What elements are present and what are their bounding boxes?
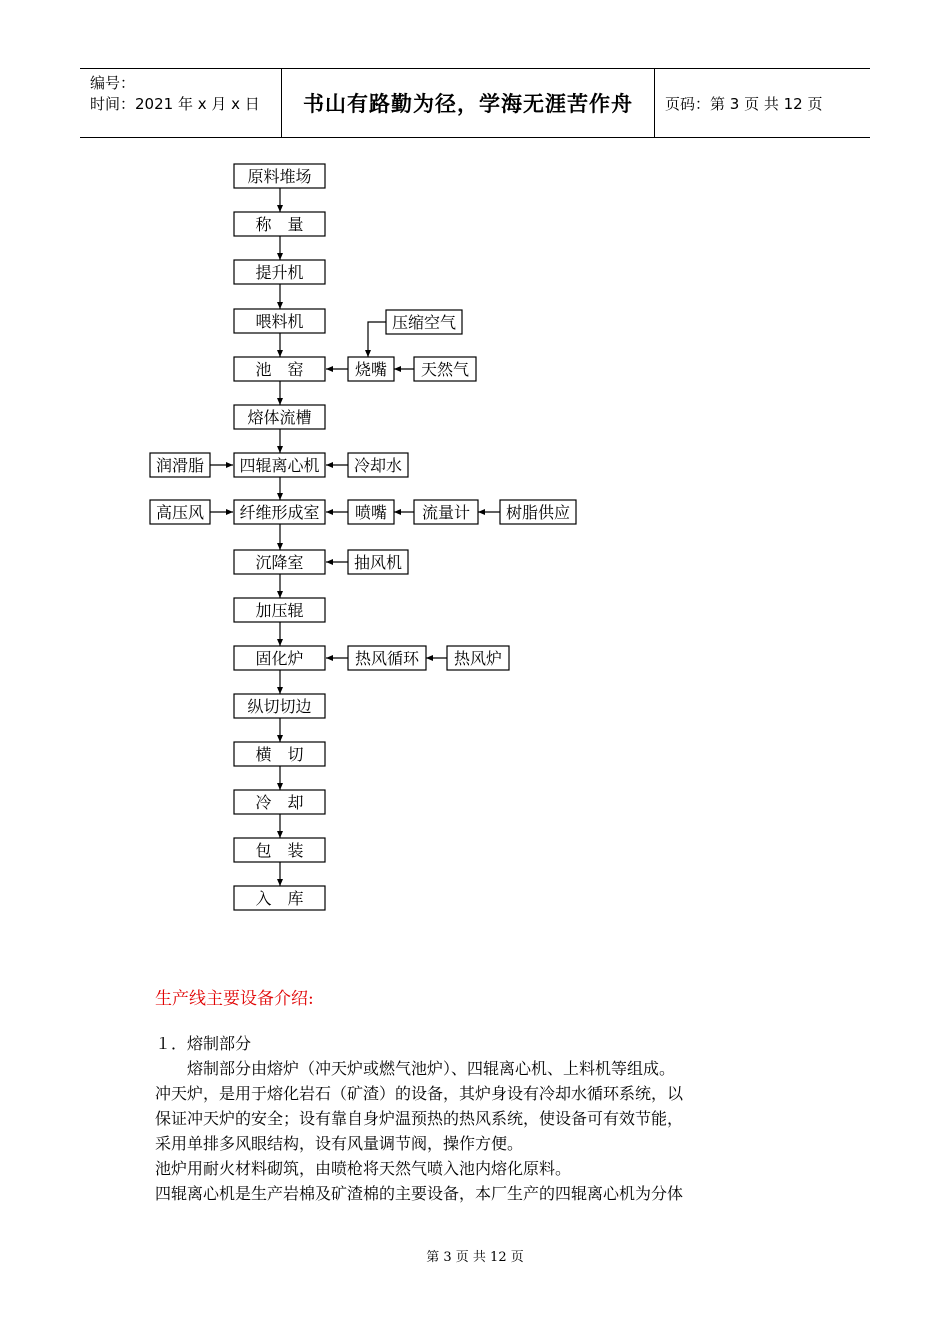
flow-step-elevator bbox=[234, 260, 325, 284]
flow-step-cross-cutting bbox=[234, 742, 325, 766]
paragraph-line: 熔制部分由熔炉（冲天炉或燃气池炉）、四辊离心机、上料机等组成。 bbox=[155, 1059, 676, 1078]
paragraph-line: 保证冲天炉的安全；设有靠自身炉温预热的热风系统，使设备可有效节能， bbox=[155, 1109, 684, 1128]
item-heading: １．熔制部分 bbox=[155, 1034, 252, 1053]
svg-text:树脂供应: 树脂供应 bbox=[505, 503, 571, 522]
svg-text:提升机: 提升机 bbox=[255, 263, 304, 282]
svg-text:流量计: 流量计 bbox=[421, 503, 471, 522]
flow-side-hot-air-cycle bbox=[348, 646, 426, 670]
svg-text:入 库: 入 库 bbox=[255, 889, 304, 908]
header-page-info: 页码：第 3 页 共 12 页 bbox=[665, 94, 823, 113]
svg-text:池 窑: 池 窑 bbox=[255, 360, 304, 379]
header-motto: 书山有路勤为径，学海无涯苦作舟 bbox=[281, 69, 655, 137]
flow-side-nozzle bbox=[348, 500, 394, 524]
flow-side-natural-gas bbox=[414, 357, 476, 381]
svg-text:喷嘴: 喷嘴 bbox=[354, 503, 388, 522]
svg-text:抽风机: 抽风机 bbox=[353, 553, 403, 572]
svg-text:冷 却: 冷 却 bbox=[255, 793, 304, 812]
svg-text:天然气: 天然气 bbox=[420, 360, 470, 379]
flow-step-slitting-trimming bbox=[234, 694, 325, 718]
flow-side-compressed-air bbox=[386, 310, 462, 334]
paragraph-line: 冲天炉，是用于熔化岩石（矿渣）的设备，其炉身设有冷却水循环系统，以 bbox=[155, 1084, 684, 1103]
svg-text:喂料机: 喂料机 bbox=[255, 312, 304, 331]
flow-step-pressure-roller bbox=[234, 598, 325, 622]
flow-step-melt-trough bbox=[234, 405, 325, 429]
svg-text:烧嘴: 烧嘴 bbox=[354, 360, 388, 379]
flow-side-high-pressure-air bbox=[150, 500, 210, 524]
flow-side-lubricant bbox=[150, 453, 210, 477]
svg-text:横 切: 横 切 bbox=[255, 745, 304, 764]
svg-text:润滑脂: 润滑脂 bbox=[155, 456, 205, 475]
flow-side-hot-air-furnace bbox=[447, 646, 509, 670]
flow-step-weighing bbox=[234, 212, 325, 236]
flow-side-cooling-water bbox=[348, 453, 408, 477]
page-footer: 第 3 页 共 12 页 bbox=[426, 1250, 524, 1265]
paragraph-line: 池炉用耐火材料砌筑，由喷枪将天然气喷入池内熔化原料。 bbox=[155, 1159, 572, 1178]
flow-step-four-roll-spinner bbox=[234, 453, 325, 477]
flow-side-exhaust-fan bbox=[348, 550, 408, 574]
flow-step-cooling bbox=[234, 790, 325, 814]
flow-step-raw-material-yard bbox=[234, 164, 325, 188]
svg-text:冷却水: 冷却水 bbox=[353, 456, 403, 475]
flow-side-flowmeter bbox=[414, 500, 478, 524]
svg-text:高压风: 高压风 bbox=[155, 503, 205, 522]
svg-text:压缩空气: 压缩空气 bbox=[391, 313, 457, 332]
document-number-label: 编号： bbox=[90, 74, 136, 92]
flow-step-warehousing bbox=[234, 886, 325, 910]
svg-text:加压辊: 加压辊 bbox=[255, 601, 304, 620]
svg-text:热风循环: 热风循环 bbox=[354, 649, 420, 668]
svg-text:熔体流槽: 熔体流槽 bbox=[247, 408, 312, 427]
paragraph-line: 采用单排多风眼结构，设有风量调节阀，操作方便。 bbox=[155, 1134, 524, 1153]
flow-step-packaging bbox=[234, 838, 325, 862]
svg-text:纤维形成室: 纤维形成室 bbox=[239, 503, 320, 522]
flow-side-resin-supply bbox=[500, 500, 576, 524]
flow-step-fiber-forming-chamber bbox=[234, 500, 325, 524]
svg-text:沉降室: 沉降室 bbox=[255, 553, 304, 572]
flow-step-curing-oven bbox=[234, 646, 325, 670]
svg-text:原料堆场: 原料堆场 bbox=[247, 167, 312, 186]
section-title: 生产线主要设备介绍: bbox=[155, 989, 314, 1009]
flow-step-settling-chamber bbox=[234, 550, 325, 574]
svg-text:称 量: 称 量 bbox=[255, 215, 304, 234]
body-text bbox=[155, 1031, 795, 1206]
flow-step-feeder bbox=[234, 309, 325, 333]
paragraph-line: 四辊离心机是生产岩棉及矿渣棉的主要设备，本厂生产的四辊离心机为分体 bbox=[155, 1184, 684, 1203]
flow-step-tank-furnace bbox=[234, 357, 325, 381]
flow-side-burner bbox=[348, 357, 394, 381]
svg-text:包 装: 包 装 bbox=[255, 841, 304, 860]
svg-text:纵切切边: 纵切切边 bbox=[247, 697, 312, 716]
svg-text:四辊离心机: 四辊离心机 bbox=[239, 456, 320, 475]
document-date: 时间：2021 年 x 月 x 日 bbox=[90, 95, 260, 113]
svg-text:热风炉: 热风炉 bbox=[453, 649, 503, 668]
svg-text:固化炉: 固化炉 bbox=[255, 649, 304, 668]
